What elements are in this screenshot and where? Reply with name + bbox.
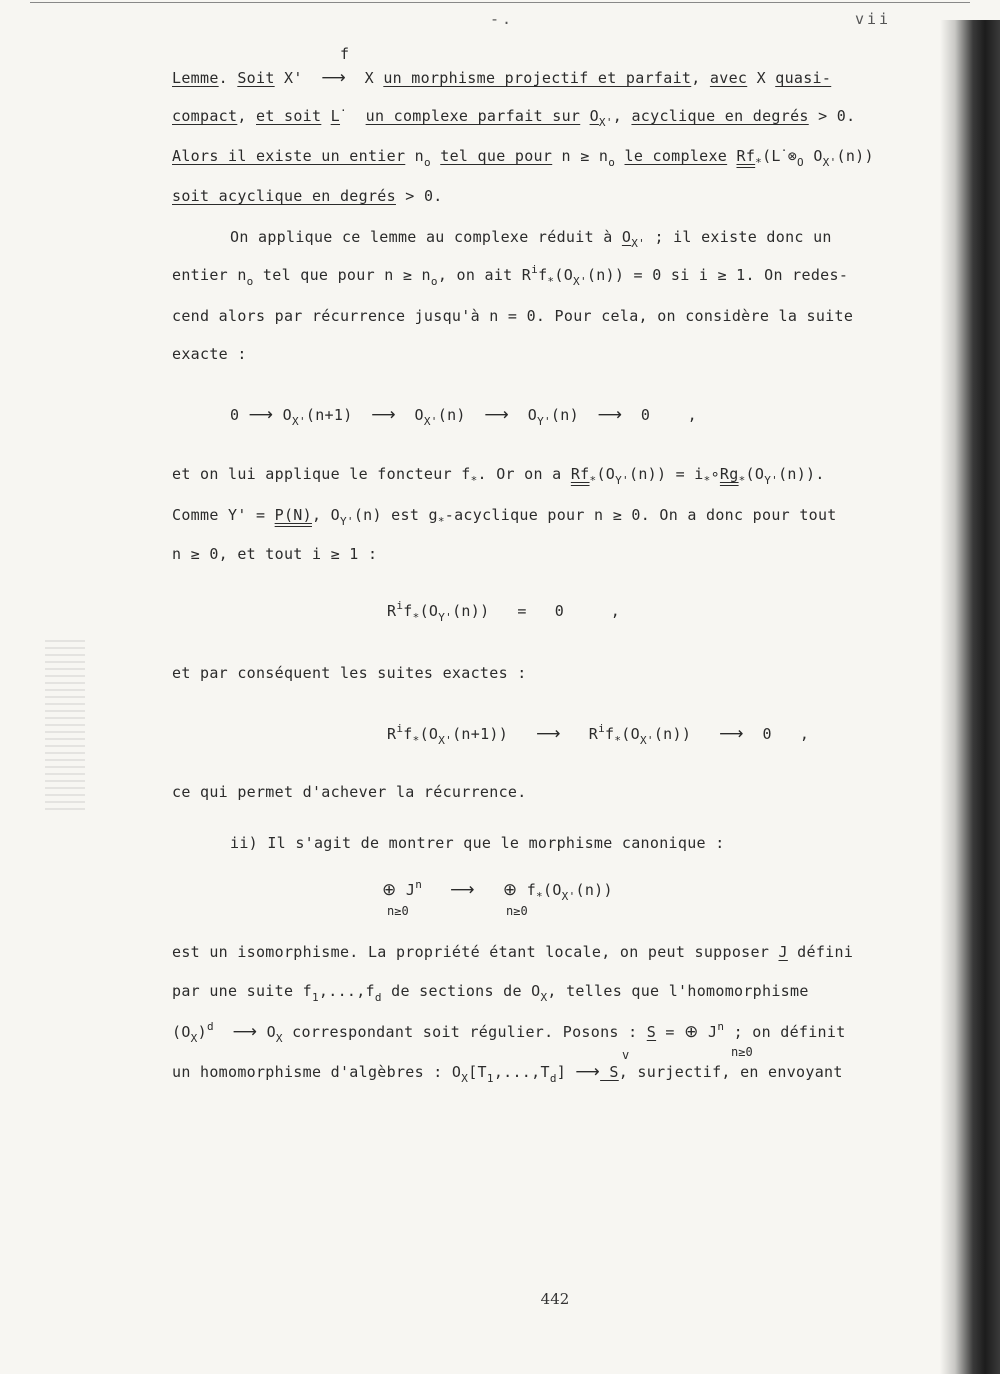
p2-line-2: Comme Y' = P(N), $O_{Y'}(n)$ est $g_*$-acyclique pour n ≥ 0. On a donc pour tout — [172, 506, 837, 528]
equation-2: $R^if_*(O_{Y'}(n)) = 0$ , — [387, 599, 621, 624]
p6-line-3: $(O_X)^d$ ⟶ $O_X$ correspondant soit régulier. Posons : S = ⊕ $J^n$ ; on définit — [172, 1020, 846, 1045]
p6-arrow-label: v — [622, 1048, 630, 1062]
p6-line-1: est un isomorphisme. La propriété étant locale, on peut supposer J défini — [172, 943, 854, 961]
top-border-line — [30, 2, 970, 3]
header-left-mark: -. — [490, 10, 515, 28]
equation-4: ⊕ $J^n$ ⟶ ⊕ $f_*(O_{X'}(n))$ — [382, 878, 613, 903]
p1-line-2: entier $n_o$ tel que pour $n \ge n_o$, on ait $R^if_*(O_{X'}(n)) = 0$ si i ≥ 1. On redes- — [172, 263, 849, 288]
equation-3: $R^if_*(O_{X'}(n+1))$ ⟶ $R^if_*(O_{X'}(n))$ ⟶ 0 , — [387, 722, 810, 747]
lemma-line-4: soit acyclique en degrés > 0. — [172, 187, 443, 205]
page-number: 442 — [540, 1290, 570, 1308]
eq4-index-right: n≥0 — [506, 904, 528, 918]
p6-line-4: un homomorphisme d'algèbres : $O_X[T_1,...,T_d]$ ⟶ S, surjectif, en envoyant — [172, 1062, 843, 1085]
scan-artifact — [45, 640, 85, 810]
equation-1: 0 ⟶ $O_{X'}(n+1)$ ⟶ $O_{X'}(n)$ ⟶ $O_{Y'}(n)$ ⟶ 0 , — [230, 405, 697, 428]
lemma-line-2: compact, et soit L· un complexe parfait sur $O_{X'}$, acyclique en degrés > 0. — [172, 104, 856, 129]
lemma-arrow-label: f — [340, 45, 350, 63]
lemma-line-1: Lemme. Soit X' ⟶ X un morphisme projectif et parfait, avec X quasi- — [172, 68, 832, 88]
p3-line-1: et par conséquent les suites exactes : — [172, 664, 527, 682]
p6-index: n≥0 — [731, 1045, 753, 1059]
lemma-line-3: Alors il existe un entier $n_o$ tel que pour $n \ge n_o$ le complexe $Rf_*(L^\cdot\otimes_O$ $O_{X'}(n)$) — [172, 144, 874, 169]
p1-line-4: exacte : — [172, 345, 247, 363]
page-binding-shadow — [940, 20, 1000, 1374]
header-right-mark: vii — [855, 10, 892, 28]
p6-line-2: par une suite $f_1,...,f_d$ de sections de $O_X$, telles que l'homomorphisme — [172, 982, 809, 1004]
p2-line-3: n ≥ 0, et tout i ≥ 1 : — [172, 545, 378, 563]
p2-line-1: et on lui applique le foncteur $f_*$. Or on a $Rf_*(O_{Y'}(n))$ = $i_*\circ Rg_*(O_{Y'}(n))$. — [172, 465, 825, 487]
p4-line-1: ce qui permet d'achever la récurrence. — [172, 783, 527, 801]
p1-line-3: cend alors par récurrence jusqu'à n = 0. Pour cela, on considère la suite — [172, 307, 854, 325]
p5-line-1: ii) Il s'agit de montrer que le morphisme canonique : — [230, 834, 725, 852]
p1-line-1: On applique ce lemme au complexe réduit à $O_{X'}$ ; il existe donc un — [230, 228, 832, 250]
eq4-index-left: n≥0 — [387, 904, 409, 918]
